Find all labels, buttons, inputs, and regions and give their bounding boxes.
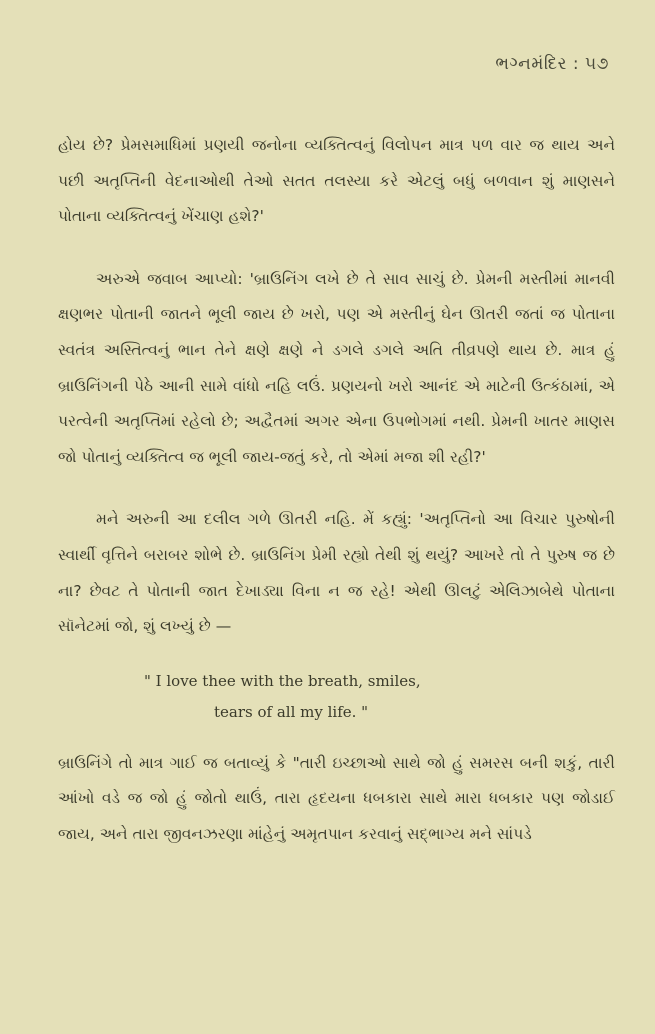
- quote-line-2: tears of all my life. ": [214, 702, 369, 721]
- running-header: ભગ્નમંદિર : ૫૭: [495, 54, 609, 74]
- paragraph-1: હોય છે? પ્રેમસમાધિમાં પ્રણયી જનોના વ્યક્તિત્વનું વિલોપન માત્ર પળ વાર જ થાય અને પછી અતૃપ્તિની વેદનાઓથી તેઓ સતત તલસ્યા કરે એટલું બધું બળવાન શું માણસને પોતાના વ્યક્તિત્વનું ખેંચાણ હશે?': [58, 136, 615, 226]
- paragraph-3: મને અરુની આ દલીલ ગળે ઊતરી નહિ. મેં કહ્યું: 'અતૃપ્તિનો આ વિચાર પુરુષોની સ્વાર્થી વૃત્તિને બરાબર શોભે છે. બ્રાઉનિંગ પ્રેમી રહ્યો તેથી શું થયું? આખરે તો તે પુરુષ જ છે ના? છેવટ તે પોતાની જાત દેખાડ્યા વિના ન જ રહે! એથી ઊલટું એલિઝાબેથે પોતાના સૉનેટમાં જો, શું લખ્યું છે —: [58, 510, 615, 636]
- paragraph-2: અરુએ જવાબ આપ્યો: 'બ્રાઉનિંગ લખે છે તે સાવ સાચું છે. પ્રેમની મસ્તીમાં માનવી ક્ષણભર પોતાની જાતને ભૂલી જાય છે ખરો, પણ એ મસ્તીનું ઘેન ઊતરી જતાં જ પોતાના સ્વતંત્ર અસ્તિત્વનું ભાન તેને ક્ષણે ક્ષણે ને ડગલે ડગલે અતિ તીવ્રપણે થાય છે. માત્ર હું બ્રાઉનિંગની પેઠે આની સામે વાંધો નહિ લઉં. પ્રણયનો ખરો આનંદ એ માટેની ઉત્કંઠામાં, એ પરત્વેની અતૃપ્તિમાં રહેલો છે; અદ્વૈતમાં અગર એના ઉપભોગમાં નથી. પ્રેમની ખાતર માણસ જો પોતાનું વ્યક્તિત્વ જ ભૂલી જાય-જતું કરે, તો એમાં મજા શી રહી?': [58, 269, 615, 466]
- paragraph-4: બ્રાઉનિંગે તો માત્ર ગાઈ જ બતાવ્યું કે "તારી ઇચ્છાઓ સાથે જો હું સમરસ બની શકું, તારી આંખો વડે જ જો હું જોતો થાઉં, તારા હૃદયના ધબકારા સાથે મારા ધબકાર પણ જોડાઈ જાય, અને તારા જીવનઝરણા માંહેનું અમૃતપાન કરવાનું સદ્ભાગ્ય મને સાંપડે: [58, 753, 615, 843]
- english-quote: [58, 666, 615, 728]
- quote-line-1: " I love thee with the breath, smiles,: [144, 671, 421, 690]
- page-body: [58, 128, 615, 880]
